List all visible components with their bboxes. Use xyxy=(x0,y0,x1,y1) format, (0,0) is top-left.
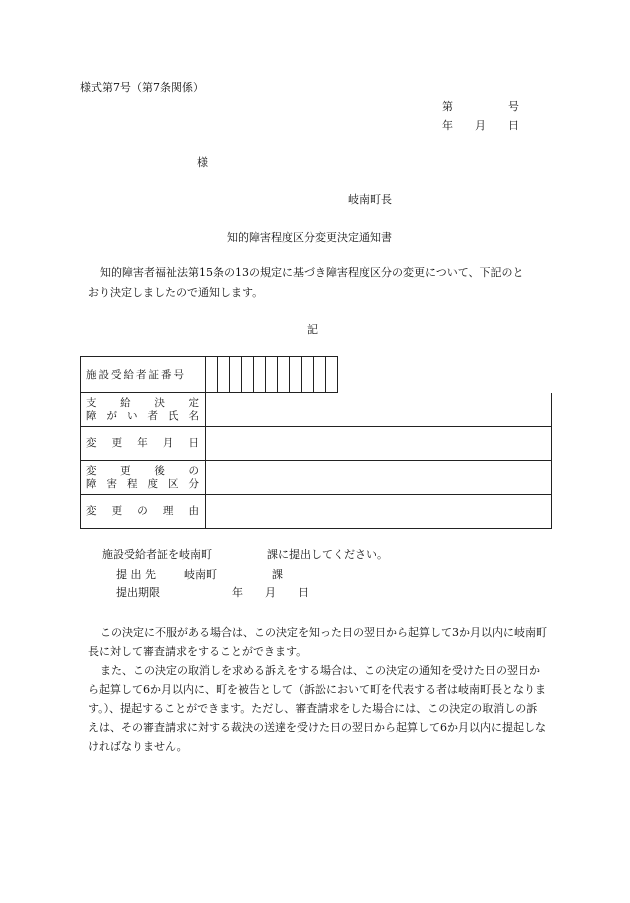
label-new-classification: 変 更 後 の 障 害 程 度 区 分 xyxy=(81,461,206,495)
certificate-number-boxes xyxy=(206,357,552,393)
digit-box xyxy=(278,357,290,392)
digit-box xyxy=(302,357,314,392)
label-recipient-name: 支 給 決 定 障 が い 者 氏 名 xyxy=(81,393,206,427)
digit-box xyxy=(290,357,302,392)
appeal-paragraph-1: この決定に不服がある場合は、この決定を知った日の翌日から起算して3か月以内に岐南町長に対して審査請求をすることができます。 xyxy=(88,626,547,658)
digit-box xyxy=(218,357,230,392)
appeal-notice xyxy=(88,623,548,756)
label-change-reason: 変 更 の 理 由 xyxy=(81,495,206,529)
label-certificate-number: 施設受給者証番号 xyxy=(81,357,206,393)
table-row xyxy=(81,427,552,461)
digit-box xyxy=(206,357,218,392)
issuer-name: 岐南町長 xyxy=(348,193,392,206)
body-text-line-2: おり決定しましたので通知します。 xyxy=(88,286,264,299)
blank-area xyxy=(338,356,552,393)
table-row xyxy=(81,357,552,393)
recipient-name-value[interactable] xyxy=(206,393,552,427)
change-reason-value[interactable] xyxy=(206,495,552,529)
digit-box xyxy=(266,357,278,392)
digit-box xyxy=(230,357,242,392)
table-row xyxy=(81,495,552,529)
change-date-value[interactable] xyxy=(206,427,552,461)
digit-boxes xyxy=(206,357,551,392)
body-text-line-1: 知的障害者福祉法第15条の13の規定に基づき障害程度区分の変更について、下記のと xyxy=(100,266,524,279)
ki-heading: 記 xyxy=(307,323,318,336)
decision-table xyxy=(80,356,552,529)
digit-box xyxy=(326,357,338,392)
submission-instruction: 施設受給者証を岐南町 課に提出してください。 xyxy=(102,548,388,561)
document-number: 第 号 xyxy=(442,100,519,113)
document-title: 知的障害程度区分変更決定通知書 xyxy=(227,231,392,244)
submission-deadline-value: 年 月 日 xyxy=(232,586,309,599)
table-row xyxy=(81,461,552,495)
digit-box xyxy=(254,357,266,392)
submission-destination-value: 岐南町 課 xyxy=(184,568,283,581)
issue-date: 年 月 日 xyxy=(442,119,519,132)
submission-destination-label: 提 出 先 xyxy=(116,568,156,581)
new-classification-value[interactable] xyxy=(206,461,552,495)
table-row xyxy=(81,393,552,427)
digit-box xyxy=(314,357,326,392)
form-number: 様式第7号（第7条関係） xyxy=(80,81,204,94)
submission-deadline-label: 提出期限 xyxy=(116,586,160,599)
digit-box xyxy=(242,357,254,392)
appeal-paragraph-2: また、この決定の取消しを求める訴えをする場合は、この決定の通知を受けた日の翌日から起算して6か月以内に、町を被告として（訴訟において町を代表する者は岐南町長となります。）、提起することができます。ただし、審査請求をした場合には、この決定の取消しの訴えは、その審査請求に対する裁決の送達を受けた日の翌日から起算して6か月以内に提起しなければなりません。 xyxy=(88,664,546,753)
addressee-sama: 様 xyxy=(197,156,208,169)
label-change-date: 変 更 年 月 日 xyxy=(81,427,206,461)
